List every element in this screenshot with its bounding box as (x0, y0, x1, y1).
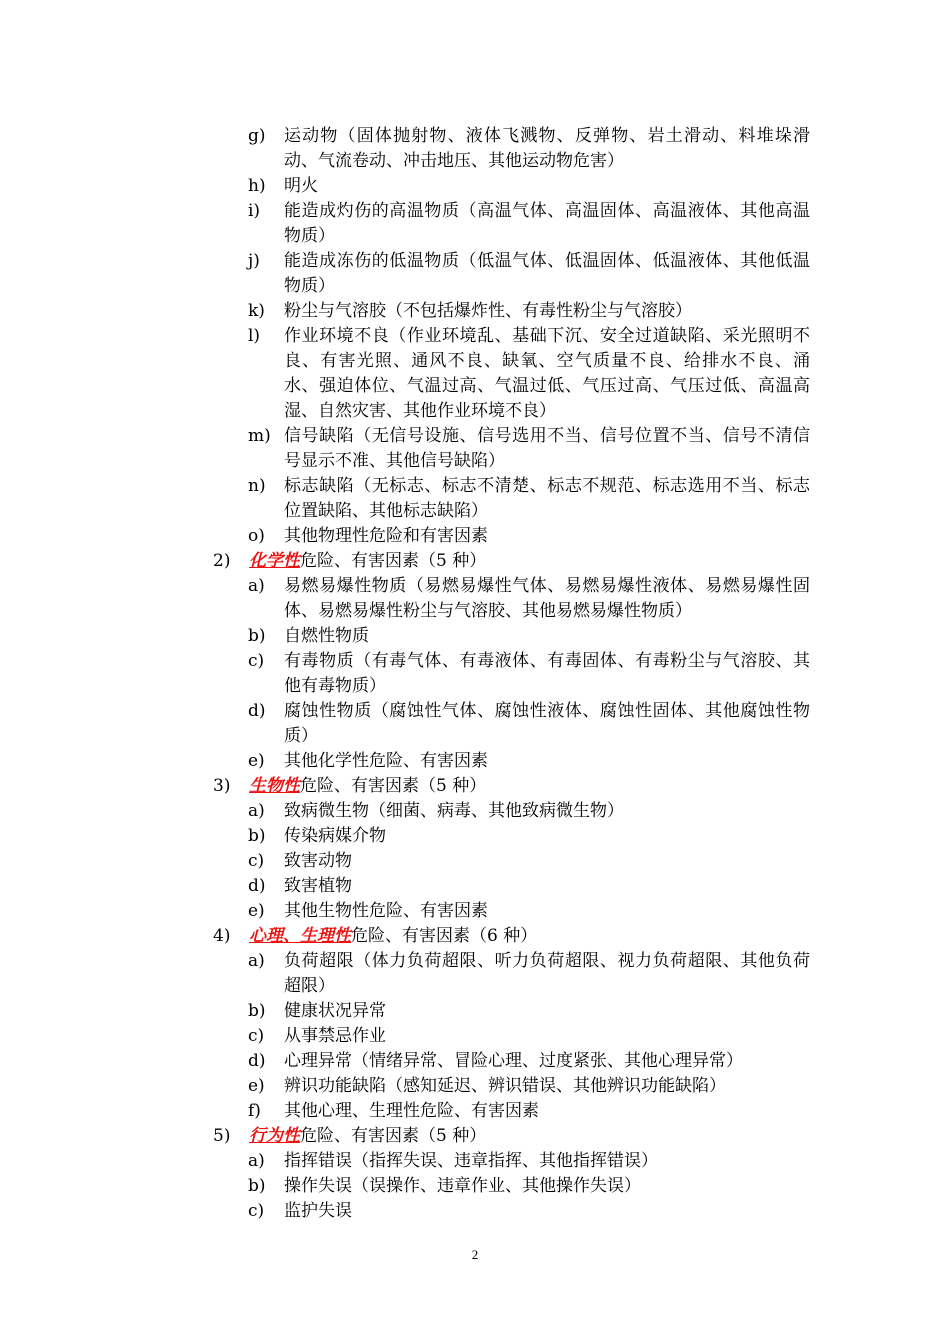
list-item-text: 负荷超限（体力负荷超限、听力负荷超限、视力负荷超限、其他负荷超限） (284, 951, 810, 996)
list-item-marker: k) (248, 301, 265, 321)
list-item-text: 其他心理、生理性危险、有害因素 (284, 1101, 539, 1121)
list-item-marker: a) (248, 1151, 265, 1171)
list-item-text: 作业环境不良（作业环境乱、基础下沉、安全过道缺陷、采光照明不良、有害光照、通风不良、缺氧、空气质量不良、给排水不良、涌水、强迫体位、气温过高、气温过低、气压过高、气压过低、高温高湿、自然灾害、其他作业环境不良） (284, 326, 810, 421)
list-item-marker: b) (248, 1001, 266, 1021)
list-item-marker: n) (248, 476, 266, 496)
list-item-text: 操作失误（误操作、违章作业、其他操作失误） (284, 1176, 641, 1196)
list-item-marker: i) (248, 201, 261, 221)
list-item-marker: d) (248, 876, 266, 896)
list-item-text: 传染病媒介物 (284, 826, 386, 846)
section-number: 3) (213, 776, 231, 796)
section-title-rest: 危险、有害因素（5 种） (300, 551, 487, 571)
section-title-rest: 危险、有害因素（5 种） (300, 776, 487, 796)
hazard-factor-list (0, 124, 950, 1224)
list-item-marker: o) (248, 526, 265, 546)
section-keyword: 化学性 (249, 551, 300, 571)
section-keyword: 生物性 (249, 776, 300, 796)
list-item-marker: a) (248, 576, 265, 596)
list-item-marker: c) (248, 1026, 265, 1046)
section-title (249, 774, 810, 799)
list-item-marker: c) (248, 851, 265, 871)
list-item (0, 474, 950, 524)
list-item (0, 949, 950, 999)
list-item-text: 信号缺陷（无信号设施、信号选用不当、信号位置不当、信号不清信号显示不准、其他信号缺陷） (284, 426, 810, 471)
list-item (0, 1074, 950, 1099)
list-item-marker: h) (248, 176, 266, 196)
list-item (0, 574, 950, 624)
list-item-marker: j) (248, 251, 260, 271)
list-item-marker: e) (248, 901, 265, 921)
list-item-text: 腐蚀性物质（腐蚀性气体、腐蚀性液体、腐蚀性固体、其他腐蚀性物质） (284, 701, 810, 746)
list-item (0, 299, 950, 324)
list-item (0, 1049, 950, 1074)
list-item-text: 监护失误 (284, 1201, 352, 1221)
section-number: 4) (213, 926, 231, 946)
list-item-marker: c) (248, 651, 265, 671)
list-item-text: 从事禁忌作业 (284, 1026, 386, 1046)
list-item-text: 健康状况异常 (284, 1001, 386, 1021)
list-item-marker: d) (248, 701, 266, 721)
list-item (0, 249, 950, 299)
section-title (249, 1124, 810, 1149)
section-heading (0, 924, 950, 949)
list-item (0, 899, 950, 924)
list-item (0, 1149, 950, 1174)
list-item-text: 标志缺陷（无标志、标志不清楚、标志不规范、标志选用不当、标志位置缺陷、其他标志缺陷） (284, 476, 810, 521)
list-item (0, 624, 950, 649)
section-heading (0, 1124, 950, 1149)
list-item (0, 324, 950, 424)
page-number: 2 (471, 1247, 479, 1262)
list-item (0, 1024, 950, 1049)
list-item-text: 能造成灼伤的高温物质（高温气体、高温固体、高温液体、其他高温物质） (284, 201, 810, 246)
list-item (0, 124, 950, 174)
list-item-text: 其他物理性危险和有害因素 (284, 526, 488, 546)
list-item (0, 849, 950, 874)
section-heading (0, 774, 950, 799)
list-item (0, 1174, 950, 1199)
list-item-marker: d) (248, 1051, 266, 1071)
list-item (0, 1199, 950, 1224)
list-item-text: 有毒物质（有毒气体、有毒液体、有毒固体、有毒粉尘与气溶胶、其他有毒物质） (284, 651, 810, 696)
list-item-text: 致病微生物（细菌、病毒、其他致病微生物） (284, 801, 624, 821)
list-item (0, 524, 950, 549)
section-keyword: 心理、生理性 (249, 926, 351, 946)
list-item (0, 424, 950, 474)
list-item-text: 致害动物 (284, 851, 352, 871)
list-item-marker: b) (248, 826, 266, 846)
list-item-marker: g) (248, 126, 266, 146)
section-title (249, 924, 810, 949)
list-item-marker: b) (248, 1176, 266, 1196)
list-item-marker: l) (248, 326, 261, 346)
section-title-rest: 危险、有害因素（5 种） (300, 1126, 487, 1146)
section-keyword: 行为性 (249, 1126, 300, 1146)
list-item-text: 粉尘与气溶胶（不包括爆炸性、有毒性粉尘与气溶胶） (284, 301, 692, 321)
list-item (0, 749, 950, 774)
list-item-marker: m) (248, 426, 271, 446)
list-item-text: 易燃易爆性物质（易燃易爆性气体、易燃易爆性液体、易燃易爆性固体、易燃易爆性粉尘与气溶胶、其他易燃易爆性物质） (284, 576, 810, 621)
list-item (0, 999, 950, 1024)
list-item-text: 辨识功能缺陷（感知延迟、辨识错误、其他辨识功能缺陷） (284, 1076, 726, 1096)
list-item-marker: f) (248, 1101, 261, 1121)
list-item-text: 运动物（固体抛射物、液体飞溅物、反弹物、岩土滑动、料堆垛滑动、气流卷动、冲击地压、其他运动物危害） (284, 126, 810, 171)
list-item-text: 其他化学性危险、有害因素 (284, 751, 488, 771)
list-item (0, 649, 950, 699)
section-heading (0, 549, 950, 574)
list-item (0, 199, 950, 249)
list-item (0, 799, 950, 824)
list-item (0, 174, 950, 199)
list-item-text: 心理异常（情绪异常、冒险心理、过度紧张、其他心理异常） (284, 1051, 743, 1071)
list-item (0, 1099, 950, 1124)
list-item-text: 指挥错误（指挥失误、违章指挥、其他指挥错误） (284, 1151, 658, 1171)
list-item-text: 致害植物 (284, 876, 352, 896)
list-item-marker: c) (248, 1201, 265, 1221)
section-number: 5) (213, 1126, 231, 1146)
list-item (0, 874, 950, 899)
list-item-marker: a) (248, 801, 265, 821)
list-item (0, 699, 950, 749)
list-item-text: 自燃性物质 (284, 626, 369, 646)
section-number: 2) (213, 551, 231, 571)
list-item-marker: b) (248, 626, 266, 646)
list-item-marker: e) (248, 751, 265, 771)
list-item (0, 824, 950, 849)
list-item-text: 能造成冻伤的低温物质（低温气体、低温固体、低温液体、其他低温物质） (284, 251, 810, 296)
list-item-text: 其他生物性危险、有害因素 (284, 901, 488, 921)
list-item-text: 明火 (284, 176, 318, 196)
list-item-marker: a) (248, 951, 265, 971)
list-item-marker: e) (248, 1076, 265, 1096)
section-title (249, 549, 810, 574)
section-title-rest: 危险、有害因素（6 种） (351, 926, 538, 946)
